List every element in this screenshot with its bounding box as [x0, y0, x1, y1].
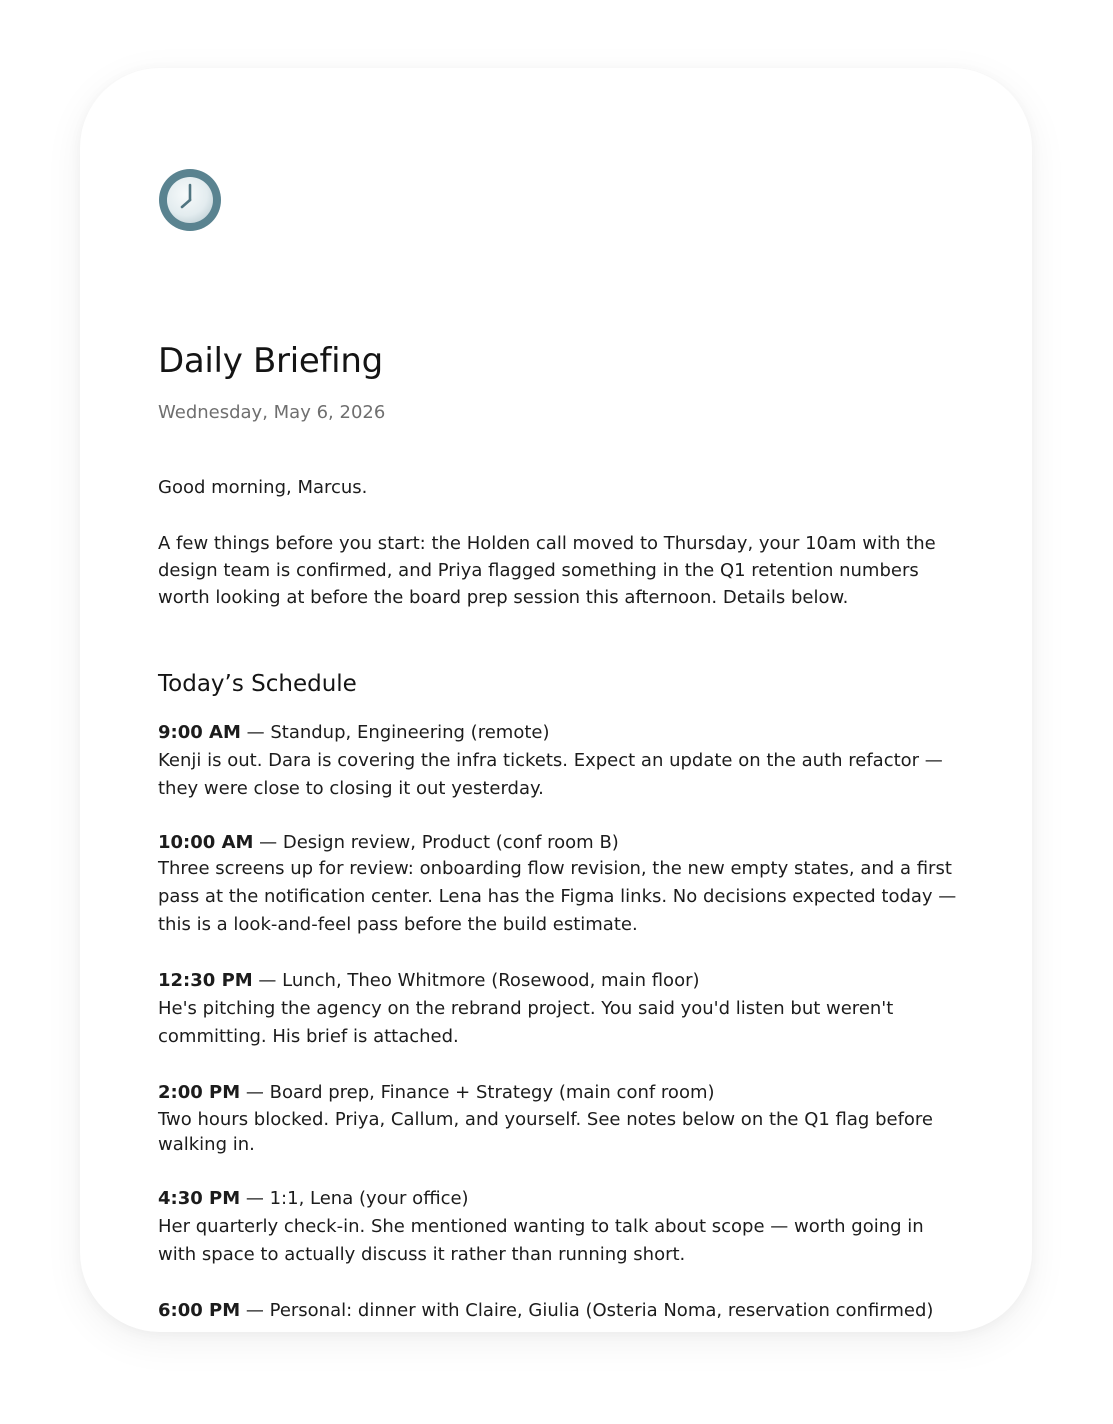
event-description: — Standup, Engineering (remote) [240, 722, 550, 743]
event-time: 2:00 PM [158, 1082, 241, 1103]
clock-icon [158, 168, 222, 232]
event-header [158, 1185, 958, 1213]
event-time: 9:00 AM [158, 722, 241, 743]
event-description: — Personal: dinner with Claire, Giulia (Osteria Noma, reservation confirmed) [240, 1300, 934, 1321]
event-note: Kenji is out. Dara is covering the infra tickets. Expect an update on the auth refactor — they were close to closing it out yesterday. [158, 750, 943, 799]
schedule-event [158, 1297, 958, 1325]
event-description: — 1:1, Lena (your office) [240, 1188, 469, 1209]
briefing-date: Wednesday, May 6, 2026 [158, 402, 386, 423]
event-note: Two hours blocked. Priya, Callum, and yourself. See notes below on the Q1 flag before walking in. [158, 1109, 933, 1155]
event-description: — Design review, Product (conf room B) [253, 832, 619, 853]
event-note: Her quarterly check-in. She mentioned wanting to talk about scope — worth going in with space to actually discuss it rather than running short. [158, 1216, 924, 1265]
event-time: 6:00 PM [158, 1300, 241, 1321]
event-header [158, 967, 958, 995]
schedule-event [158, 719, 958, 803]
briefing-card [80, 68, 1032, 1332]
event-time: 10:00 AM [158, 832, 254, 853]
event-time: 12:30 PM [158, 970, 253, 991]
event-description: — Lunch, Theo Whitmore (Rosewood, main floor) [252, 970, 700, 991]
greeting-text: Good morning, Marcus. [158, 477, 368, 498]
briefing-content [158, 474, 958, 1325]
event-time: 4:30 PM [158, 1188, 241, 1209]
event-header [158, 719, 958, 747]
event-header [158, 1297, 958, 1325]
schedule-event [158, 831, 958, 939]
schedule-heading: Today’s Schedule [158, 671, 357, 697]
page-title: Daily Briefing [158, 341, 383, 381]
schedule-event [158, 967, 958, 1051]
event-note: Three screens up for review: onboarding flow revision, the new empty states, and a first pass at the notification center. Lena has the Figma links. No decisions expected today — this is a look-and-feel pass before the build estimate. [158, 858, 957, 935]
event-description: — Board prep, Finance + Strategy (main conf room) [240, 1082, 715, 1103]
event-header [158, 831, 958, 855]
schedule-event [158, 1079, 958, 1157]
schedule-event [158, 1185, 958, 1269]
event-note: He's pitching the agency on the rebrand project. You said you'd listen but weren't committing. His brief is attached. [158, 998, 894, 1047]
intro-paragraph: A few things before you start: the Holden call moved to Thursday, your 10am with the design team is confirmed, and Priya flagged something in the Q1 retention numbers worth looking at before the board prep session this afternoon. Details below. [158, 533, 936, 608]
event-header [158, 1079, 958, 1107]
